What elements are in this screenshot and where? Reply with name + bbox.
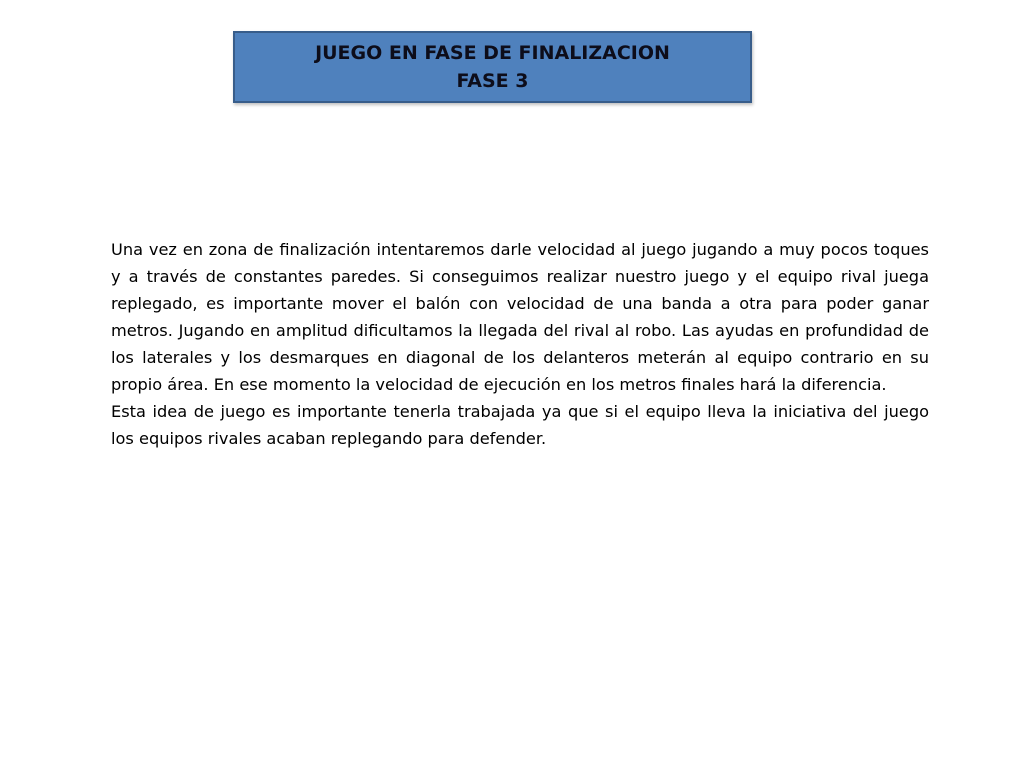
paragraph-2: Esta idea de juego es importante tenerla trabajada ya que si el equipo lleva la iniciativa del juego los equipos rivales acaban replegando para defender. <box>111 402 929 448</box>
body-text <box>111 236 929 452</box>
title-line-2: FASE 3 <box>456 70 529 92</box>
title-line-1: JUEGO EN FASE DE FINALIZACION <box>315 42 670 64</box>
title-box <box>233 31 752 103</box>
paragraph-1: Una vez en zona de finalización intentaremos darle velocidad al juego jugando a muy pocos toques y a través de constantes paredes. Si conseguimos realizar nuestro juego y el equipo rival juega replegado, es importante mover el balón con velocidad de una banda a otra para poder ganar metros. Jugando en amplitud dificultamos la llegada del rival al robo. Las ayudas en profundidad de los laterales y los desmarques en diagonal de los delanteros meterán al equipo contrario en su propio área. En ese momento la velocidad de ejecución en los metros finales hará la diferencia. <box>111 240 929 394</box>
